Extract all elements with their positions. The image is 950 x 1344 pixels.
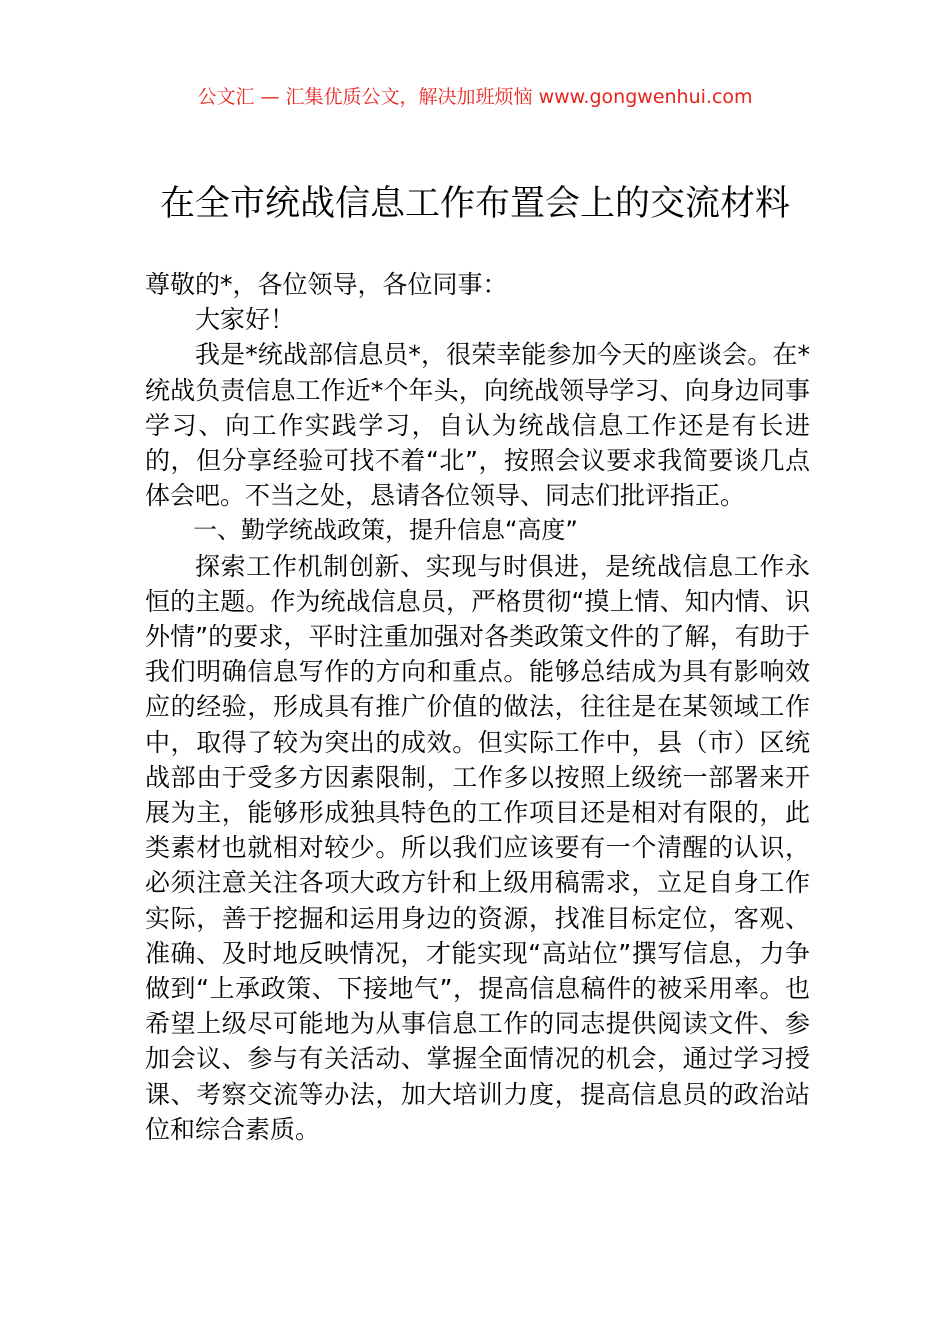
document-title: 在全市统战信息工作布置会上的交流材料 bbox=[159, 184, 790, 224]
salutation: 尊敬的*，各位领导，各位同事： bbox=[145, 270, 508, 299]
document-body bbox=[145, 267, 810, 1147]
paragraph-section-1: 探索工作机制创新、实现与时俱进，是统战信息工作永恒的主题。作为统战信息员，严格贯彻“摸上情、知内情、识外情”的要求，平时注重加强对各类政策文件的了解，有助于我们明确信息写作的方向和重点。能够总结成为具有影响效应的经验，形成具有推广价值的做法，往往是在某领域工作中，取得了较为突出的成效。但实际工作中，县（市）区统战部由于受多方因素限制，工作多以按照上级统一部署来开展为主，能够形成独具特色的工作项目还是相对有限的，此类素材也就相对较少。所以我们应该要有一个清醒的认识，必须注意关注各项大政方针和上级用稿需求，立足自身工作实际，善于挖掘和运用身边的资源，找准目标定位，客观、准确、及时地反映情况，才能实现“高站位”撰写信息，力争做到“上承政策、下接地气”，提高信息稿件的被采用率。也希望上级尽可能地为从事信息工作的同志提供阅读文件、参加会议、参与有关活动、掌握全面情况的机会，通过学习授课、考察交流等办法，加大培训力度，提高信息员的政治站位和综合素质。 bbox=[145, 551, 810, 1144]
site-banner: 公文汇 — 汇集优质公文，解决加班烦恼 www.gongwenhui.com bbox=[197, 86, 753, 108]
greeting: 大家好！ bbox=[195, 305, 296, 335]
paragraph-intro: 我是*统战部信息员*，很荣幸能参加今天的座谈会。在*统战负责信息工作近*个年头，向统战领导学习、向身边同事学习、向工作实践学习，自认为统战信息工作还是有长进的，但分享经验可找不着“北”，按照会议要求我简要谈几点体会吧。不当之处，恳请各位领导、同志们批评指正。 bbox=[145, 340, 810, 511]
section-heading-1: 一、勤学统战政策，提升信息“高度” bbox=[193, 516, 578, 545]
